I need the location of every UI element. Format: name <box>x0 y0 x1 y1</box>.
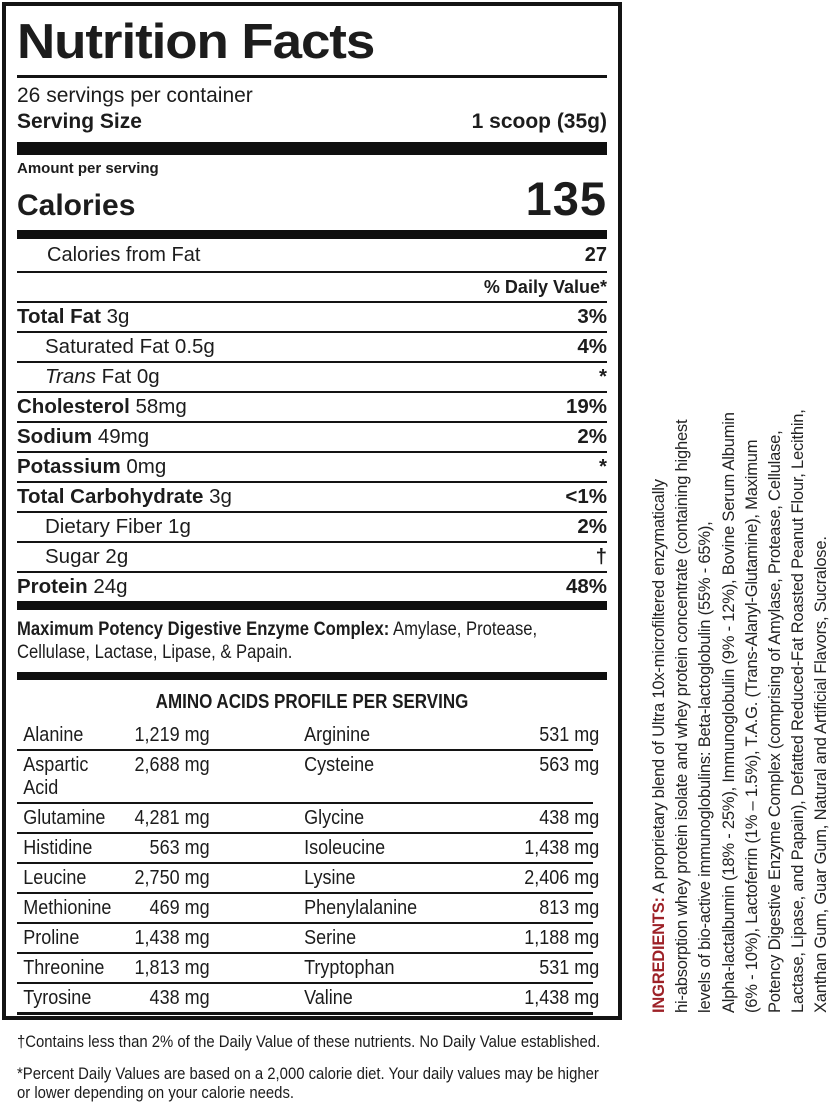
nutrient-amount: 2g <box>99 545 129 568</box>
nutrient-amount: 0mg <box>120 455 167 478</box>
nutrient-row <box>17 453 607 483</box>
nutrient-row <box>17 483 607 513</box>
amino-name: Threonine <box>23 957 105 979</box>
title-divider <box>17 75 607 78</box>
amino-name: Valine <box>304 987 353 1009</box>
divider-bar-thick <box>17 230 607 239</box>
nutrient-row <box>17 543 607 573</box>
nutrient-amount: 3g <box>100 305 130 328</box>
amino-row <box>17 924 600 954</box>
amino-value: 1,813 mg <box>134 957 210 979</box>
amino-name: Cysteine <box>304 754 375 776</box>
nutrient-row <box>17 303 607 333</box>
nutrient-name: Total Fat <box>17 305 101 328</box>
amino-value: 1,438 mg <box>524 987 600 1009</box>
amino-value: 1,438 mg <box>524 837 600 859</box>
nutrient-daily-value: * <box>599 365 607 388</box>
nutrient-name: Potassium <box>17 455 121 478</box>
nutrient-row <box>17 363 607 393</box>
nutrient-daily-value: 3% <box>577 305 607 328</box>
nutrient-amount: 3g <box>203 485 232 508</box>
amino-value: 1,219 mg <box>134 724 210 746</box>
nutrient-name: Dietary Fiber <box>45 515 163 538</box>
nutrient-row <box>17 333 607 363</box>
nutrient-daily-value: 19% <box>565 395 607 418</box>
nutrient-row <box>17 513 607 543</box>
ingredients-line: Alpha-lactalbumin (18% - 25%), Immunoglobulin (9% - 12%), Bovine Serum Albumin <box>719 412 738 1013</box>
nutrient-daily-value: 2% <box>577 515 607 538</box>
amino-name: Glycine <box>304 807 365 829</box>
ingredients-line: Xanthan Gum, Guar Gum, Natural and Artificial Flavors, Sucralose. <box>812 536 831 1013</box>
enzyme-complex-list: Amylase, Protease, Cellulase, Lactase, Lipase, & Papain. <box>17 619 538 663</box>
divider-bar-thick <box>17 601 607 610</box>
nutrient-amount: 58mg <box>129 395 187 418</box>
ingredients-line: hi-absorption whey protein isolate and whey protein concentrate (containing highest <box>673 419 692 1013</box>
ingredients-line: (6% - 10%), Lactoferrin (1% – 1.5%), T.A.G. (Trans-Alanyl-Glutamine), Maximum <box>742 439 761 1013</box>
amino-row <box>17 954 600 984</box>
amino-value: 563 mg <box>149 837 210 859</box>
nutrient-rows <box>17 303 607 601</box>
divider-bar-thick <box>17 672 607 680</box>
ingredients-line <box>648 10 671 1013</box>
amino-row <box>17 721 600 751</box>
amount-per-serving-label: Amount per serving <box>17 160 159 177</box>
ingredients-vertical-text <box>648 10 834 1013</box>
amino-name: Tyrosine <box>23 987 92 1009</box>
amino-name: Proline <box>23 927 80 949</box>
nutrient-italic-prefix: Trans <box>45 365 102 388</box>
amino-row <box>17 984 600 1015</box>
nutrient-daily-value: 2% <box>577 425 607 448</box>
amino-name: Leucine <box>23 867 87 889</box>
serving-size-label: Serving Size <box>17 110 142 133</box>
amino-value: 531 mg <box>539 957 600 979</box>
amino-name: Tryptophan <box>304 957 395 979</box>
footnotes <box>17 1032 612 1102</box>
percent-dv-footnote: *Percent Daily Values are based on a 2,000 calorie diet. Your daily values may be higher or lower depending on your calorie needs. <box>17 1064 599 1102</box>
dagger-footnote: †Contains less than 2% of the Daily Value of these nutrients. No Daily Value established. <box>17 1032 601 1051</box>
nutrient-daily-value: 48% <box>565 575 607 598</box>
amino-name: Lysine <box>304 867 356 889</box>
amino-name: Aspartic Acid <box>23 754 89 799</box>
nutrient-daily-value: † <box>595 545 607 568</box>
nutrient-amount: 49mg <box>92 425 150 448</box>
nutrient-daily-value: * <box>599 455 607 478</box>
amino-value: 531 mg <box>539 724 600 746</box>
serving-size-row <box>17 108 607 136</box>
nutrition-facts-label <box>2 2 622 1102</box>
nutrient-daily-value: 4% <box>577 335 607 358</box>
amino-acids-table <box>17 721 600 1015</box>
amino-value: 813 mg <box>539 897 600 919</box>
amino-name: Glutamine <box>23 807 106 829</box>
amino-row <box>17 751 600 804</box>
nutrient-amount: 0.5g <box>169 335 215 358</box>
ingredients-line1-text: A proprietary blend of Ultra 10x-microfiltered enzymatically <box>650 479 668 898</box>
nutrient-name: Cholesterol <box>17 395 130 418</box>
amino-acids-header: AMINO ACIDS PROFILE PER SERVING <box>155 691 469 713</box>
calories-row <box>17 172 607 226</box>
servings-per-container: 26 servings per container <box>17 84 253 107</box>
daily-value-header: % Daily Value* <box>17 273 607 303</box>
amino-value: 1,438 mg <box>134 927 210 949</box>
nutrient-row <box>17 393 607 423</box>
amino-value: 2,750 mg <box>134 867 210 889</box>
nutrient-amount: 0g <box>131 365 160 388</box>
nutrient-name: Protein <box>17 575 88 598</box>
amino-value: 2,406 mg <box>524 867 600 889</box>
nutrient-amount: 24g <box>87 575 128 598</box>
label-title: Nutrition Facts <box>17 15 375 69</box>
divider-bar-thick <box>17 142 607 155</box>
nutrient-row <box>17 423 607 453</box>
amino-name: Methionine <box>23 897 112 919</box>
enzyme-complex-text <box>17 618 584 664</box>
nutrient-name: Saturated Fat <box>45 335 170 358</box>
calories-from-fat-row <box>17 239 607 273</box>
amino-row <box>17 804 600 834</box>
ingredients-line: Lactase, Lipase, and Papain), Defatted Reduced-Fat Roasted Peanut Flour, Lecithin, <box>789 409 808 1013</box>
amino-name: Histidine <box>23 837 93 859</box>
nutrient-row <box>17 573 607 601</box>
amino-value: 438 mg <box>149 987 210 1009</box>
serving-size-value: 1 scoop (35g) <box>471 110 607 133</box>
amino-name: Phenylalanine <box>304 897 418 919</box>
calories-label: Calories <box>17 189 136 222</box>
nutrient-name: Sugar <box>45 545 100 568</box>
amino-value: 1,188 mg <box>524 927 600 949</box>
amino-name: Alanine <box>23 724 84 746</box>
amino-value: 563 mg <box>539 754 600 776</box>
nutrient-amount: 1g <box>162 515 191 538</box>
enzyme-complex-title: Maximum Potency Digestive Enzyme Complex: <box>17 619 390 640</box>
nutrient-name: Total Carbohydrate <box>17 485 204 508</box>
amino-name: Arginine <box>304 724 371 746</box>
amino-name: Isoleucine <box>304 837 386 859</box>
amino-value: 2,688 mg <box>134 754 210 776</box>
amino-row <box>17 894 600 924</box>
ingredients-line: Potency Digestive Enzyme Complex (comprising of Amylase, Protease, Cellulase, <box>766 430 785 1013</box>
calories-from-fat-label: Calories from Fat <box>47 244 201 266</box>
nutrient-name: Fat <box>101 365 132 388</box>
amino-row <box>17 864 600 894</box>
amino-value: 438 mg <box>539 807 600 829</box>
calories-value: 135 <box>525 172 607 225</box>
amino-value: 4,281 mg <box>134 807 210 829</box>
nutrient-name: Sodium <box>17 425 93 448</box>
amino-name: Serine <box>304 927 357 949</box>
nutrient-daily-value: <1% <box>565 485 607 508</box>
calories-from-fat-value: 27 <box>584 244 607 266</box>
ingredients-line: levels of bio-active immunoglobulins: Beta-lactoglobulin (55% - 65%), <box>696 521 715 1013</box>
amino-row <box>17 834 600 864</box>
amino-value: 469 mg <box>149 897 210 919</box>
ingredients-heading: INGREDIENTS: <box>650 897 668 1013</box>
